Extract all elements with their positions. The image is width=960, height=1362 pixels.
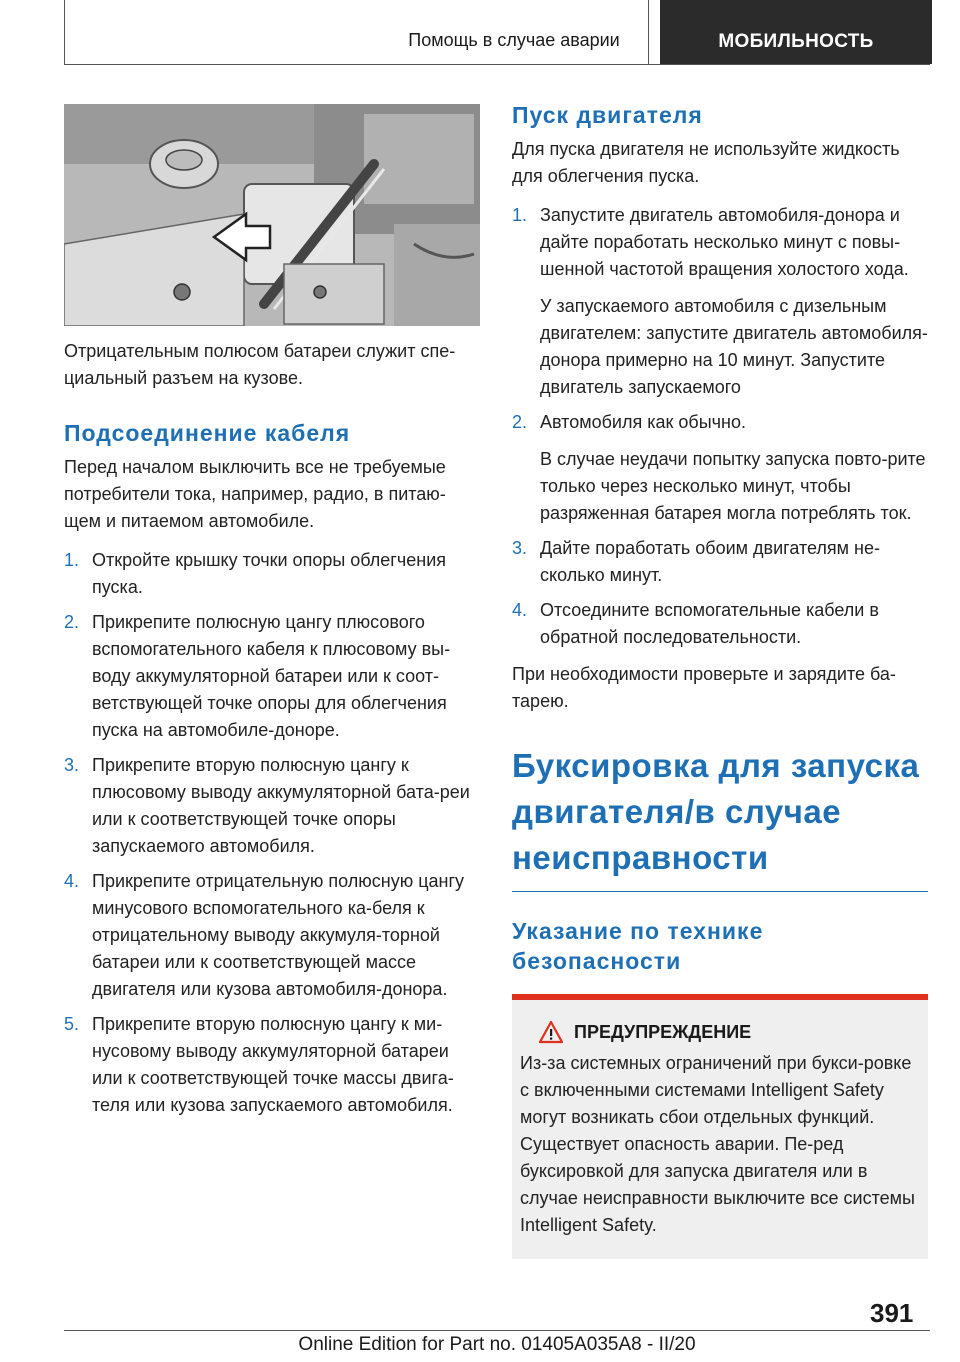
section-heading-cable: Подсоединение кабеля <box>64 420 351 446</box>
section-heading-start: Пуск двигателя <box>512 102 703 128</box>
step-number: 1. <box>64 550 80 570</box>
cable-intro: Перед началом выключить все не требуемые потребители тока, например, радио, в питаю-щем и питаемом автомобиле. <box>64 457 446 531</box>
heading-rule <box>512 891 928 892</box>
photo-caption: Отрицательным полюсом батареи служит спе-циальный разъем на кузове. <box>64 341 456 388</box>
header-divider <box>648 0 649 65</box>
right-column <box>512 100 928 1259</box>
cable-steps-list <box>64 547 480 1119</box>
left-column <box>64 104 480 1119</box>
step-text: Прикрепите вторую полюсную цангу к плюсовому выводу аккумуляторной бата-реи или к соответствующей точке опоры запускаемого автомобиля. <box>92 755 470 856</box>
list-item <box>512 409 928 527</box>
list-item <box>64 752 480 860</box>
step-text: Прикрепите отрицательную полюсную цангу минусового вспомогательного ка-беля к отрицательному выводу аккумуля-торной батареи или к соответствующей массе двигателя или кузова автомобиля-донора. <box>92 871 465 999</box>
header-left-rule <box>64 0 65 65</box>
step-text: Отсоедините вспомогательные кабели в обратной последовательности. <box>540 600 879 647</box>
step-text: Дайте поработать обоим двигателям не-сколько минут. <box>540 538 880 585</box>
step-number: 2. <box>64 612 80 632</box>
header-bottom-rule <box>64 64 930 65</box>
step-text: Прикрепите полюсную цангу плюсового вспомогательного кабеля к плюсовому вы-воду аккумуляторной батареи или к соот-ветствующей точке опоры для облегчения пуска на автомобиле-доноре. <box>92 612 451 740</box>
step-text: Прикрепите вторую полюсную цангу к ми-нусовому выводу аккумуляторной батареи или к соответствующей точке массы двига-теля или кузова запускаемого автомобиля. <box>92 1014 454 1115</box>
warning-text: Из-за системных ограничений при букси-ровке с включенными системами Intelligent Safety могут возникать сбои отдельных функций. Существует опасность аварии. Пе-ред буксировкой для запуска двигателя или в случае неисправности выключите все системы Intelligent Safety. <box>520 1053 915 1235</box>
header-chapter-tab: МОБИЛЬНОСТЬ <box>660 0 932 64</box>
step-number: 4. <box>64 871 80 891</box>
step-number: 2. <box>512 412 528 432</box>
step-number: 3. <box>64 755 80 775</box>
list-item <box>512 597 928 651</box>
list-item <box>64 609 480 744</box>
start-intro: Для пуска двигателя не используйте жидкость для облегчения пуска. <box>512 139 900 186</box>
list-item <box>64 547 480 601</box>
list-item <box>64 868 480 1003</box>
step-text: Запустите двигатель автомобиля-донора и дайте поработать несколько минут с повы-шенной частотой вращения холостого хода. <box>540 205 909 279</box>
list-item <box>512 535 928 589</box>
list-item <box>512 202 928 401</box>
header-section-title: Помощь в случае аварии <box>408 30 620 50</box>
step-number: 1. <box>512 205 528 225</box>
page-number: 391 <box>870 1298 914 1328</box>
warning-box <box>512 994 928 1259</box>
list-item <box>64 1011 480 1119</box>
step-number: 3. <box>512 538 528 558</box>
section-heading-safety: Указание по технике безопасности <box>512 918 764 974</box>
step-text: Откройте крышку точки опоры облегчения пуска. <box>92 550 446 597</box>
footer-edition: Online Edition for Part no. 01405A035A8 - II/20 <box>298 1334 696 1355</box>
start-outro: При необходимости проверьте и зарядите ба-тарею. <box>512 664 896 711</box>
warning-title-row <box>538 1020 918 1044</box>
start-steps-list <box>512 202 928 651</box>
warning-triangle-icon <box>538 1020 564 1044</box>
step-number: 5. <box>64 1014 80 1034</box>
engine-bay-photo <box>64 104 480 326</box>
step-text: Автомобиля как обычно. <box>540 412 746 432</box>
chapter-heading-towing: Буксировка для запуска двигателя/в случае неисправности <box>512 747 920 876</box>
step-subtext: У запускаемого автомобиля с дизельным двигателем: запустите двигатель автомобиля-донора примерно на 10 минут. Запустите двигатель запускаемого <box>540 296 928 397</box>
step-number: 4. <box>512 600 528 620</box>
step-subtext: В случае неудачи попытку запуска повто-рите только через несколько минут, чтобы разряженная батарея могла потреблять ток. <box>540 449 926 523</box>
warning-title: ПРЕДУПРЕЖДЕНИЕ <box>574 1021 752 1042</box>
footer-rule <box>64 1330 930 1331</box>
